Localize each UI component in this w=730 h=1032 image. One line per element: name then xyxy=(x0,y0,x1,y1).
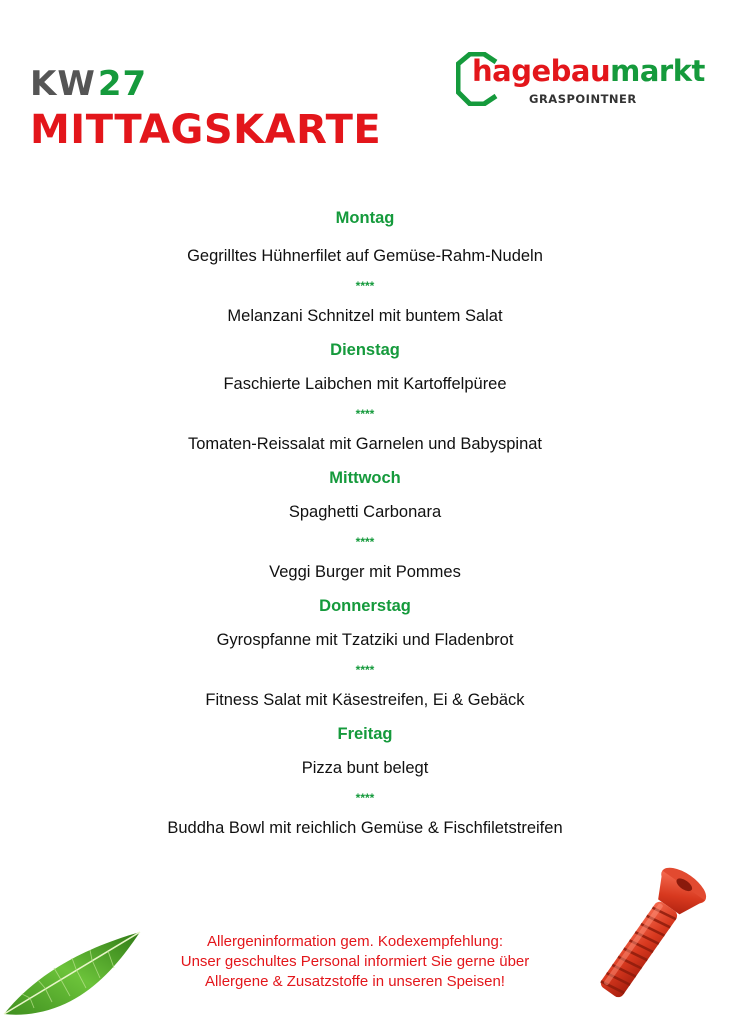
dish-item: Veggi Burger mit Pommes xyxy=(269,563,461,581)
page-title: MITTAGSKARTE xyxy=(30,107,382,153)
calendar-week-number: 27 xyxy=(97,64,148,104)
day-heading: Mittwoch xyxy=(329,469,401,487)
day-heading: Freitag xyxy=(337,725,393,743)
screw-icon xyxy=(582,858,712,1018)
dish-separator: **** xyxy=(355,279,375,293)
weekly-menu xyxy=(0,204,730,848)
day-heading: Montag xyxy=(335,209,395,227)
logo-text-hagebau: hagebau xyxy=(472,54,611,88)
dish-item: Fitness Salat mit Käsestreifen, Ei & Gebäck xyxy=(205,691,525,709)
dish-separator: **** xyxy=(355,535,375,549)
dish-item: Faschierte Laibchen mit Kartoffelpüree xyxy=(223,375,507,393)
hagebau-logo xyxy=(456,52,706,108)
dish-separator: **** xyxy=(355,663,375,677)
dish-separator: **** xyxy=(355,407,375,421)
dish-item: Melanzani Schnitzel mit buntem Salat xyxy=(227,307,503,325)
logo-subtitle: GRASPOINTNER xyxy=(529,92,637,106)
allergen-line: Allergene & Zusatzstoffe in unseren Speisen! xyxy=(205,973,505,990)
day-heading: Dienstag xyxy=(330,341,400,359)
dish-item: Buddha Bowl mit reichlich Gemüse & Fischfiletstreifen xyxy=(167,819,563,837)
logo-wordmark xyxy=(472,54,705,88)
dish-item: Spaghetti Carbonara xyxy=(288,503,442,521)
allergen-line: Allergeninformation gem. Kodexempfehlung: xyxy=(206,933,503,950)
leaf-icon xyxy=(0,922,145,1020)
dish-item: Tomaten-Reissalat mit Garnelen und Babyspinat xyxy=(187,435,543,453)
allergen-info xyxy=(140,932,570,992)
calendar-week-label: KW xyxy=(30,64,96,104)
dish-separator: **** xyxy=(355,791,375,805)
dish-item: Gegrilltes Hühnerfilet auf Gemüse-Rahm-Nudeln xyxy=(187,247,543,265)
dish-item: Gyrospfanne mit Tzatziki und Fladenbrot xyxy=(216,631,514,649)
allergen-line: Unser geschultes Personal informiert Sie gerne über xyxy=(180,953,530,970)
logo-text-markt: markt xyxy=(610,54,705,88)
calendar-week xyxy=(30,64,147,104)
day-heading: Donnerstag xyxy=(319,597,411,615)
dish-item: Pizza bunt belegt xyxy=(301,759,429,777)
